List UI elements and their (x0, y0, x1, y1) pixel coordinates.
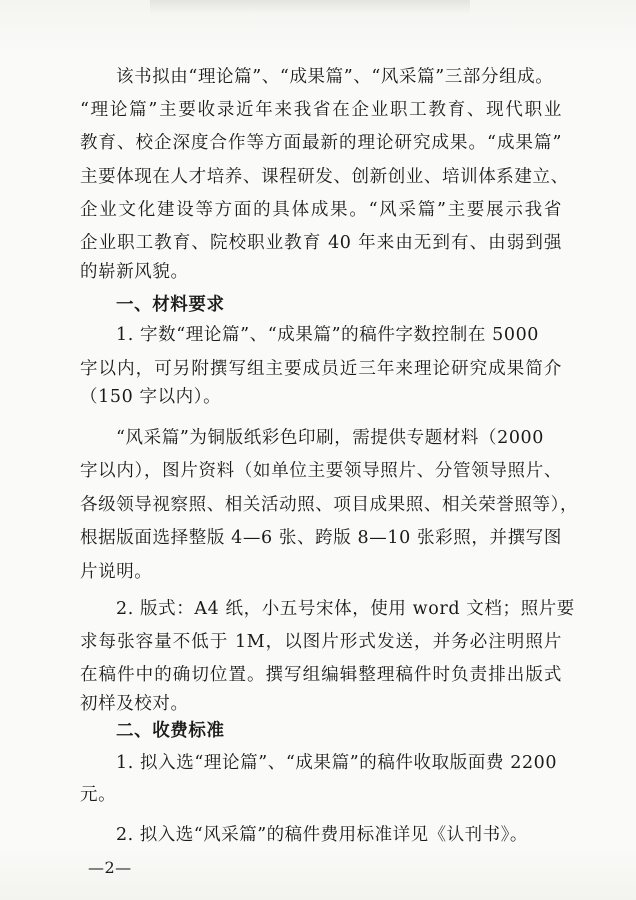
item1-line-1: 1. 字数“理论篇”、“成果篇”的稿件字数控制在 5000 (116, 325, 540, 345)
fee1-line-1: 1. 拟入选“理论篇”、“成果篇”的稿件收取版面费 2200 (116, 753, 558, 773)
item1b-line-3: 各级领导视察照、相关活动照、项目成果照、相关荣誉照等）， (80, 495, 579, 515)
bleed-through-shadow (150, 0, 470, 14)
intro-line-3: 教育、校企深度合作等方面最新的理论研究成果。“成果篇” (80, 133, 562, 153)
section-heading-materials: 一、材料要求 (116, 295, 225, 315)
item2-line-3: 在稿件中的确切位置。撰写组编辑整理稿件时负责排出版式 (80, 665, 562, 685)
item1b-line-2: 字以内），图片资料（如单位主要领导照片、分管领导照片、 (80, 461, 562, 481)
item1b-line-1: “风采篇”为铜版纸彩色印刷，需提供专题材料（2000 (116, 428, 545, 448)
fee2-line: 2. 拟入选“风采篇”的稿件费用标准详见《认刊书》。 (116, 825, 528, 845)
fee1-line-2: 元。 (80, 785, 117, 805)
section-heading-fees: 二、收费标准 (116, 721, 225, 741)
intro-line-5: 企业文化建设等方面的具体成果。“风采篇”主要展示我省 (80, 200, 562, 220)
page-number: —2— (88, 858, 132, 877)
intro-line-2: “理论篇”主要收录近年来我省在企业职工教育、现代职业 (80, 100, 562, 120)
item1-line-2: 字以内，可另附撰写组主要成员近三年来理论研究成果简介 (80, 359, 562, 379)
intro-line-1: 该书拟由“理论篇”、“成果篇”、“风采篇”三部分组成。 (116, 67, 554, 87)
intro-line-4: 主要体现在人才培养、课程研发、创新创业、培训体系建立、 (80, 167, 569, 187)
intro-line-7: 的崭新风貌。 (80, 262, 189, 282)
intro-line-6: 企业职工教育、院校职业教育 40 年来由无到有、由弱到强 (80, 233, 562, 253)
item2-line-1: 2. 版式：A4 纸，小五号宋体，使用 word 文档；照片要 (116, 599, 575, 619)
item2-line-4: 初样及校对。 (80, 694, 189, 714)
item1b-line-5: 片说明。 (80, 562, 153, 582)
item2-line-2: 求每张容量不低于 1M，以图片形式发送，并务必注明照片 (80, 632, 562, 652)
item1-line-3: （150 字以内）。 (80, 387, 222, 407)
item1b-line-4: 根据版面选择整版 4—6 张、跨版 8—10 张彩照，并撰写图 (80, 528, 562, 548)
